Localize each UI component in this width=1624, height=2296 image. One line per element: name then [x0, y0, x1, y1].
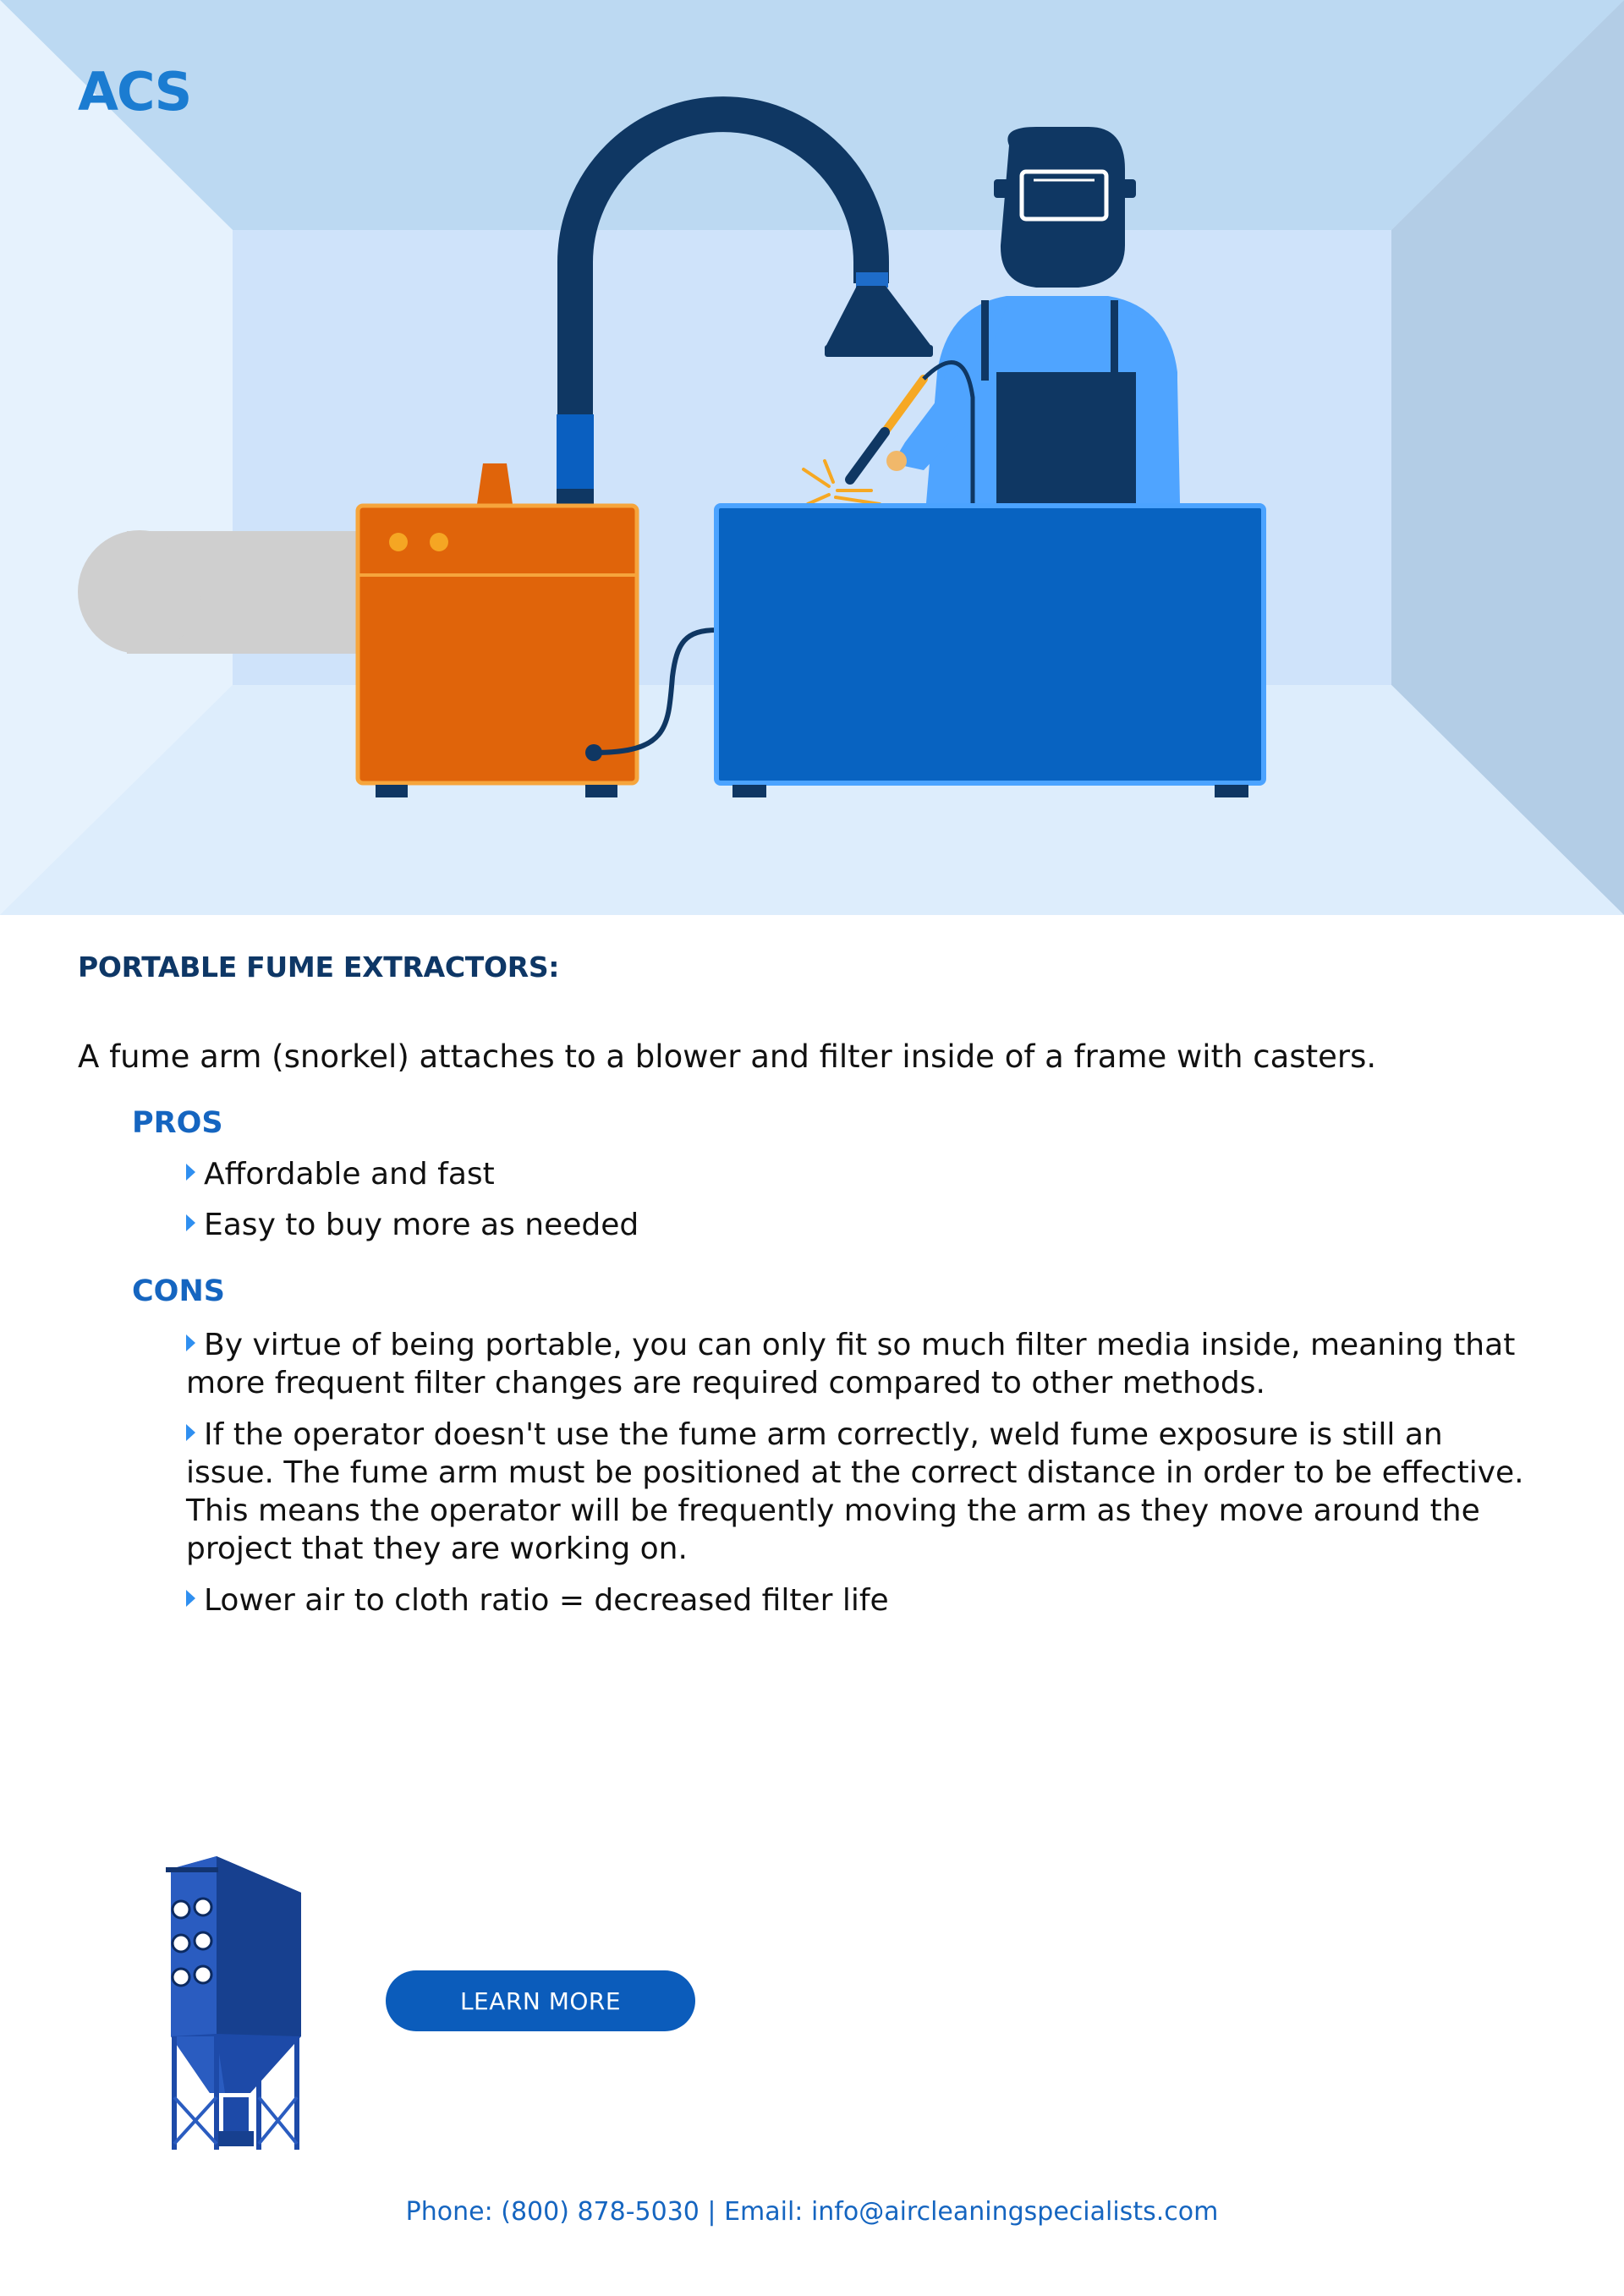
bullet-triangle-icon	[186, 1424, 195, 1441]
pros-item	[186, 1155, 1539, 1193]
cons-item	[186, 1326, 1539, 1402]
bullet-triangle-icon	[186, 1214, 195, 1231]
cons-item-text: By virtue of being portable, you can only fit so much filter media inside, meaning that more frequent filter changes are required compared to other methods.	[186, 1328, 1516, 1400]
welding-scene-illustration	[0, 0, 1624, 915]
dust-collector-image	[157, 1852, 310, 2161]
cons-item-text: If the operator doesn't use the fume arm correctly, weld fume exposure is still an issue. The fume arm must be positioned at the correct distance in order to be effective. This means the operator will be frequently moving the arm as they move around the project that they are working on.	[186, 1417, 1524, 1566]
welding-table	[716, 506, 1264, 797]
section-heading: PORTABLE FUME EXTRACTORS:	[78, 951, 560, 984]
footer-contact: Phone: (800) 878-5030 | Email: info@aircleaningspecialists.com	[405, 2197, 1219, 2227]
hero-illustration	[0, 0, 1624, 915]
acs-logo: ACS	[78, 61, 191, 123]
bullet-triangle-icon	[186, 1334, 195, 1351]
exhaust-duct	[78, 530, 372, 654]
cons-item	[186, 1581, 1539, 1619]
cons-label: CONS	[132, 1274, 225, 1308]
pros-list	[186, 1155, 1539, 1257]
pros-item	[186, 1206, 1539, 1244]
cons-list	[186, 1326, 1539, 1633]
bullet-triangle-icon	[186, 1590, 195, 1607]
bullet-triangle-icon	[186, 1164, 195, 1181]
intro-text: A fume arm (snorkel) attaches to a blower and filter inside of a frame with casters.	[78, 1038, 1377, 1075]
learn-more-button[interactable]: LEARN MORE	[386, 1970, 695, 2031]
dust-collector-illustration	[157, 1852, 310, 2156]
pros-item-text: Affordable and fast	[204, 1157, 495, 1192]
cons-item	[186, 1416, 1539, 1568]
pros-label: PROS	[132, 1106, 223, 1140]
pros-item-text: Easy to buy more as needed	[204, 1208, 639, 1242]
cons-item-text: Lower air to cloth ratio = decreased filter life	[204, 1583, 889, 1618]
